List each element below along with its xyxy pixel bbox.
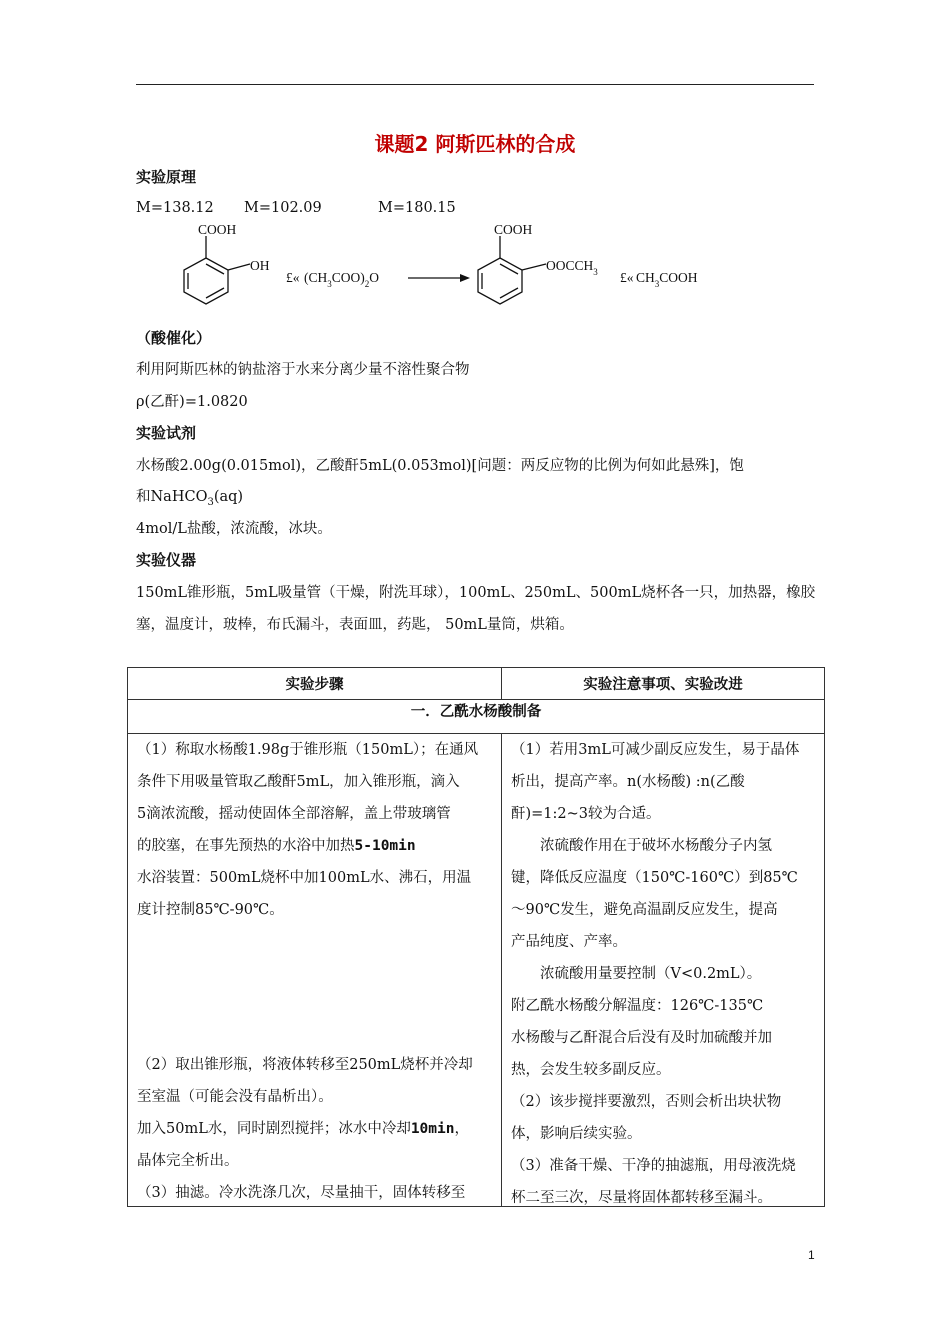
page-title: 课题2 阿斯匹林的合成 xyxy=(374,132,576,156)
separation-note: 利用阿斯匹林的钠盐溶于水来分离少量不溶性聚合物 xyxy=(136,362,470,378)
reagents-line-1: 水杨酸2.00g(0.015mol)，乙酸酐5mL(0.053mol)[问题：两反应物的比例为何如此悬殊]，饱 xyxy=(136,458,744,474)
step-text: 加入50mL水，同时剧烈搅拌；冰水中冷却 xyxy=(137,1121,411,1137)
note-line: （3）准备干燥、干净的抽滤瓶，用母液洗烧 xyxy=(511,1158,796,1174)
procedure-table xyxy=(127,667,825,1207)
note-line: 热，会发生较多副反应。 xyxy=(511,1062,671,1078)
col-header-notes: 实验注意事项、实验改进 xyxy=(502,668,825,700)
mass-aspirin: M=180.15 xyxy=(378,200,456,216)
acetic-acid-formula: $CH_3COOH$ xyxy=(636,270,698,289)
step-line: （1）称取水杨酸1.98g于锥形瓶（150mL）；在通风 xyxy=(137,742,479,758)
page-number: 1 xyxy=(808,1248,815,1262)
steps-cell xyxy=(128,734,502,1207)
reactant-oh-label: OH xyxy=(250,258,270,273)
note-line: 附乙酰水杨酸分解温度：126℃-135℃ xyxy=(511,998,764,1014)
note-line: 键，降低反应温度（150℃-160℃）到85℃ xyxy=(511,870,798,886)
cooling-time: 10min xyxy=(410,1121,455,1137)
step-line xyxy=(128,1113,501,1145)
reagents-line-2-sub: 3 xyxy=(207,496,214,508)
product-cooh-label: COOH xyxy=(494,222,533,237)
col-header-steps: 实验步骤 xyxy=(128,668,502,700)
reagents-line-2-end: (aq) xyxy=(213,489,244,505)
step-line: （2）取出锥形瓶，将液体转移至250mL烧杯并冷却 xyxy=(137,1057,473,1073)
note-line: （1）若用3mL可减少副反应发生，易于晶体 xyxy=(511,742,800,758)
note-line: 体，影响后续实验。 xyxy=(511,1126,642,1142)
header-rule xyxy=(136,84,814,85)
step-line xyxy=(128,830,501,862)
reagents-line-2 xyxy=(136,485,243,508)
mass-salicylic-acid: M=138.12 xyxy=(136,200,214,216)
step-line: 晶体完全析出。 xyxy=(137,1153,239,1169)
step-line: 度计控制85℃-90℃。 xyxy=(137,902,284,918)
step-line: 至室温（可能会没有晶析出）。 xyxy=(137,1089,333,1105)
note-line: 杯二至三次，尽量将固体都转移至漏斗。 xyxy=(511,1190,772,1206)
note-line: 水杨酸与乙酐混合后没有及时加硫酸并加 xyxy=(511,1030,772,1046)
step-text: ， xyxy=(454,1121,469,1137)
aspirin-structure xyxy=(478,236,546,304)
heating-time: 5-10min xyxy=(354,838,416,854)
product-oocch3-label: $OOCCH_3$ xyxy=(546,258,598,277)
reagents-line-2-text: 和NaHCO xyxy=(136,489,208,505)
catalyst-note: （酸催化） xyxy=(136,329,212,347)
instruments-line-2: 塞，温度计，玻棒，布氏漏斗，表面皿，药匙， 50mL量筒，烘箱。 xyxy=(136,617,574,633)
acetic-anhydride-formula: $(CH_3COO)_2O$ xyxy=(304,270,379,289)
step-line: 条件下用吸量管取乙酸酐5mL，加入锥形瓶，滴入 xyxy=(137,774,460,790)
note-line: 浓硫酸用量要控制（V<0.2mL）。 xyxy=(540,966,762,982)
step-text: 的胶塞，在事先预热的水浴中加热 xyxy=(137,838,355,854)
mass-acetic-anhydride: M=102.09 xyxy=(244,200,322,216)
instruments-heading: 实验仪器 xyxy=(136,551,197,569)
step-line: 5滴浓流酸，摇动使固体全部溶解，盖上带玻璃管 xyxy=(137,806,451,822)
notes-cell xyxy=(502,734,825,1207)
plus-sign-2: £« xyxy=(620,270,634,285)
reaction-equation xyxy=(136,218,736,308)
salicylic-acid-structure xyxy=(184,236,250,304)
reactant-cooh-label: COOH xyxy=(198,222,237,237)
note-line: 析出，提高产率。n(水杨酸) :n(乙酸 xyxy=(511,774,745,790)
note-line: （2）该步搅拌要激烈，否则会析出块状物 xyxy=(511,1094,782,1110)
note-line: ～90℃发生，避免高温副反应发生，提高 xyxy=(511,902,778,918)
note-line: 产品纯度、产率。 xyxy=(511,934,627,950)
reaction-arrow xyxy=(408,274,470,282)
note-line: 酐)=1:2~3较为合适。 xyxy=(511,806,661,822)
principle-heading: 实验原理 xyxy=(136,168,197,186)
reagents-heading: 实验试剂 xyxy=(136,424,197,442)
plus-sign-1: £« xyxy=(286,270,300,285)
step-line: （3）抽滤。冷水洗涤几次，尽量抽干，固体转移至 xyxy=(137,1185,466,1201)
step-line: 水浴装置：500mL烧杯中加100mL水、沸石，用温 xyxy=(137,870,472,886)
section-title-preparation: 一．乙酰水杨酸制备 xyxy=(128,700,825,734)
density-note: ρ(乙酐)=1.0820 xyxy=(136,394,248,410)
reagents-line-3: 4mol/L盐酸，浓流酸，冰块。 xyxy=(136,521,332,537)
note-line: 浓硫酸作用在于破坏水杨酸分子内氢 xyxy=(540,838,772,854)
instruments-line-1: 150mL锥形瓶，5mL吸量管（干燥，附洗耳球），100mL、250mL、500mL烧杯各一只，加热器，橡胶 xyxy=(136,585,816,601)
